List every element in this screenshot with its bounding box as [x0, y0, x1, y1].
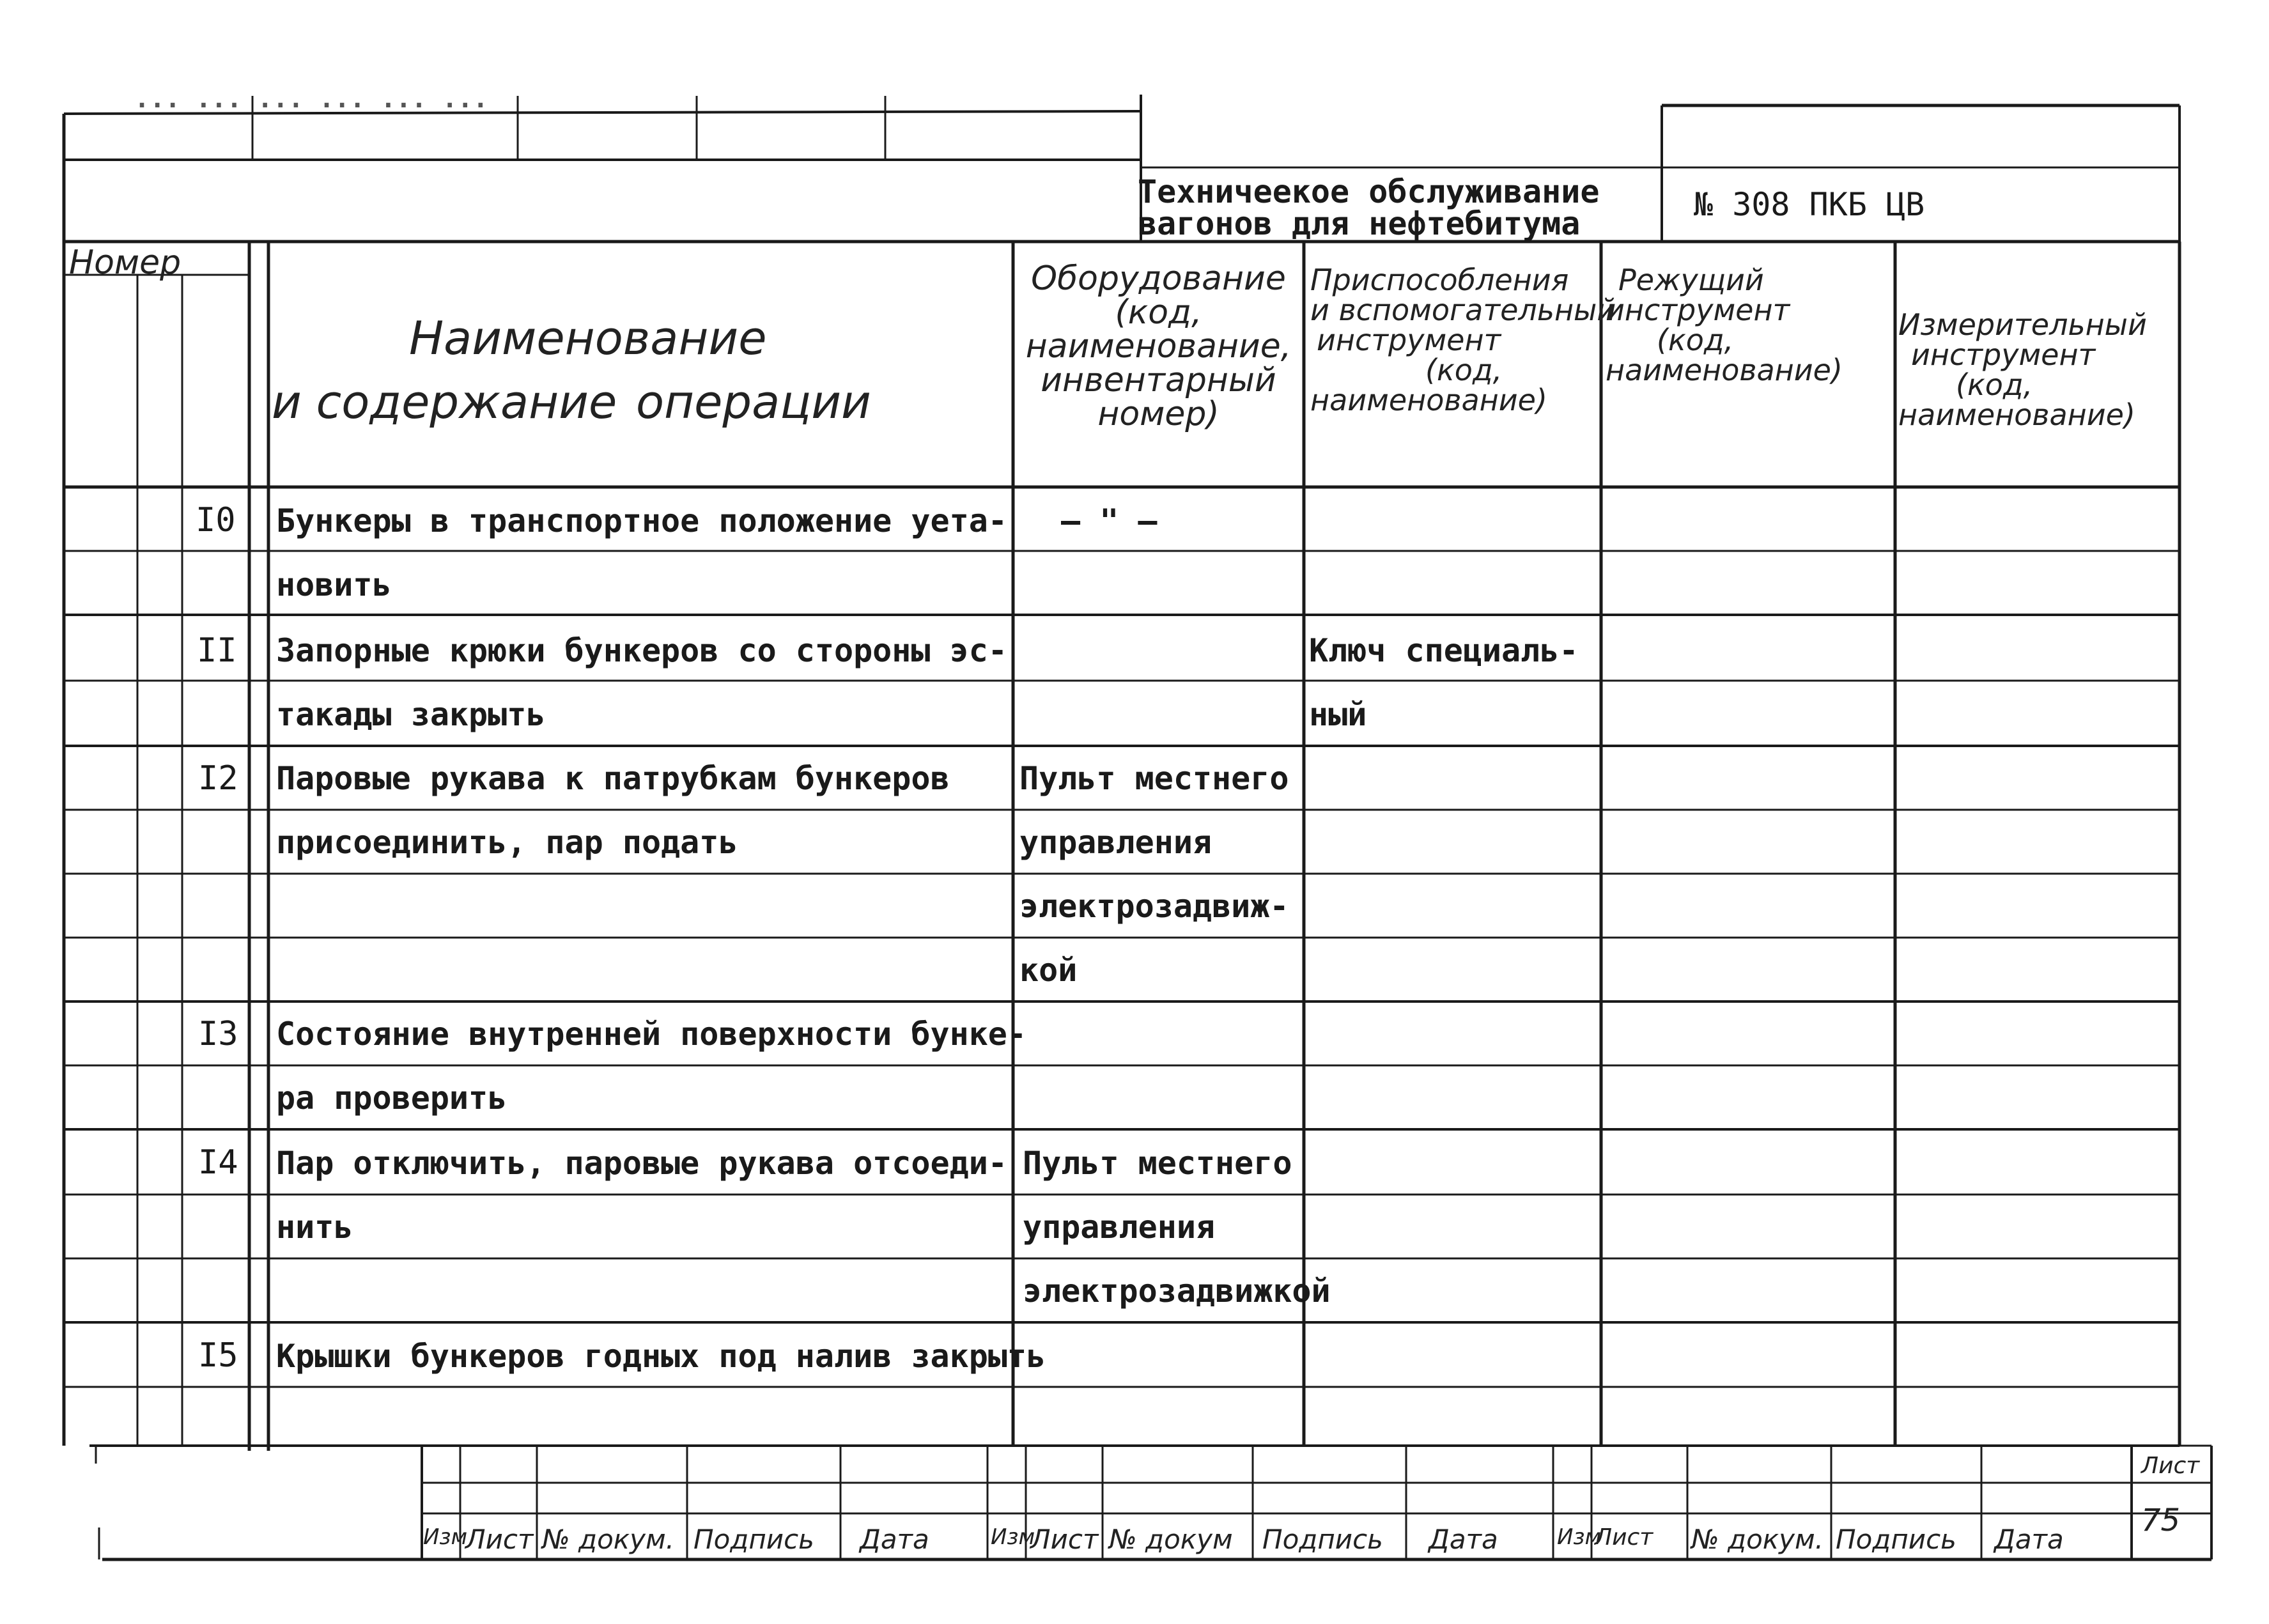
row-operation: Запорные крюки бункеров со стороны эс-: [276, 632, 1007, 669]
row-equipment: управления: [1019, 824, 1212, 861]
row-operation: новить: [276, 566, 392, 603]
column-header-operation-line1: Наименование: [409, 311, 767, 365]
footer-label: Подпись: [1836, 1524, 1956, 1555]
column-header-operation-line2b: операции: [636, 375, 871, 429]
column-header-measuring: [1898, 307, 2147, 432]
row-number: I5: [198, 1336, 238, 1375]
footer-label: Лист: [465, 1524, 534, 1555]
column-header-equipment: [1016, 259, 1301, 434]
column-header-operation-line2a: и содержание: [272, 375, 617, 429]
cutting-header-line: (код,: [1657, 322, 1734, 357]
document-title-line2: вагонов для нефтебитума: [1138, 205, 1581, 242]
sheet-number: 75: [2141, 1503, 2181, 1538]
row-number: I0: [196, 501, 236, 539]
document-number: № 308 ПКБ ЦВ: [1694, 186, 1925, 223]
footer-label: Изм: [991, 1524, 1035, 1550]
row-operation: Пар отключить, паровые рукава отсоеди-: [276, 1145, 1007, 1182]
measuring-header-line: наименование): [1898, 397, 2135, 432]
row-fixtures: Ключ специаль-: [1309, 632, 1579, 669]
row-equipment: – " –: [1061, 502, 1158, 539]
row-operation: Крышки бункеров годных под налив закрыть: [276, 1338, 1046, 1375]
row-operation: Бункеры в транспортное положение уета-: [276, 502, 1007, 539]
cutting-header-line: Режущий: [1618, 263, 1764, 297]
row-number: I2: [198, 759, 238, 798]
equipment-header-line: инвентарный: [1041, 361, 1276, 400]
row-operation: присоединить, пар подать: [276, 824, 738, 861]
row-number: II: [197, 631, 237, 670]
footer-label: Лист: [1030, 1524, 1099, 1555]
column-header-fixtures: [1310, 265, 1616, 415]
fixtures-header-line: и вспомогательный: [1310, 292, 1616, 327]
sheet-label: Лист: [2141, 1453, 2200, 1479]
equipment-header-line: наименование,: [1025, 327, 1292, 366]
footer-label: № докум.: [542, 1524, 675, 1555]
footer-label: Изм: [423, 1524, 468, 1550]
column-header-cutting: [1606, 265, 1843, 385]
footer-label: Дата: [1429, 1524, 1498, 1555]
fixtures-header-line: Приспособления: [1310, 263, 1569, 297]
row-number: I4: [198, 1143, 238, 1182]
fixtures-header-line: наименование): [1310, 382, 1547, 417]
column-header-number: Номер: [69, 244, 182, 282]
row-operation: нить: [276, 1209, 353, 1246]
footer-label: № докум.: [1691, 1524, 1824, 1555]
footer-label: Лист: [1595, 1524, 1653, 1551]
measuring-header-line: (код,: [1956, 367, 2033, 402]
footer-label: № докум: [1109, 1524, 1233, 1555]
row-number: I3: [198, 1015, 238, 1053]
fixtures-header-line: инструмент: [1317, 322, 1501, 357]
footer-label: Подпись: [1262, 1524, 1383, 1555]
measuring-header-line: инструмент: [1911, 337, 2096, 372]
cutting-header-line: наименование): [1606, 352, 1843, 387]
document-title-line1: Техничеекое обслуживание: [1138, 173, 1600, 210]
equipment-header-line: Оборудование: [1031, 259, 1286, 298]
footer-label: Изм: [1557, 1524, 1602, 1550]
equipment-header-line: (код,: [1115, 293, 1202, 332]
row-operation: Паровые рукава к патрубкам бункеров: [276, 760, 950, 797]
row-operation: такады закрыть: [276, 696, 546, 733]
footer-label: Дата: [1994, 1524, 2064, 1555]
row-operation: ра проверить: [276, 1079, 507, 1117]
equipment-header-line: номер): [1097, 395, 1220, 434]
row-equipment: управления: [1023, 1209, 1216, 1246]
row-equipment: Пульт местнего: [1019, 760, 1289, 797]
row-fixtures: ный: [1309, 696, 1367, 733]
top-strip-text: ... ... ... ... ... ...: [134, 84, 488, 114]
row-equipment: электрозадвижкой: [1023, 1272, 1331, 1310]
footer-label: Дата: [860, 1524, 929, 1555]
cutting-header-line: инструмент: [1606, 292, 1790, 327]
measuring-header-line: Измерительный: [1898, 307, 2147, 342]
row-equipment: кой: [1019, 952, 1078, 989]
fixtures-header-line: (код,: [1425, 352, 1503, 387]
row-equipment: Пульт местнего: [1023, 1145, 1292, 1182]
footer-label: Подпись: [693, 1524, 814, 1555]
row-operation: Состояние внутренней поверхности бунке-: [276, 1016, 1026, 1053]
row-equipment: электрозадвиж-: [1019, 888, 1289, 925]
